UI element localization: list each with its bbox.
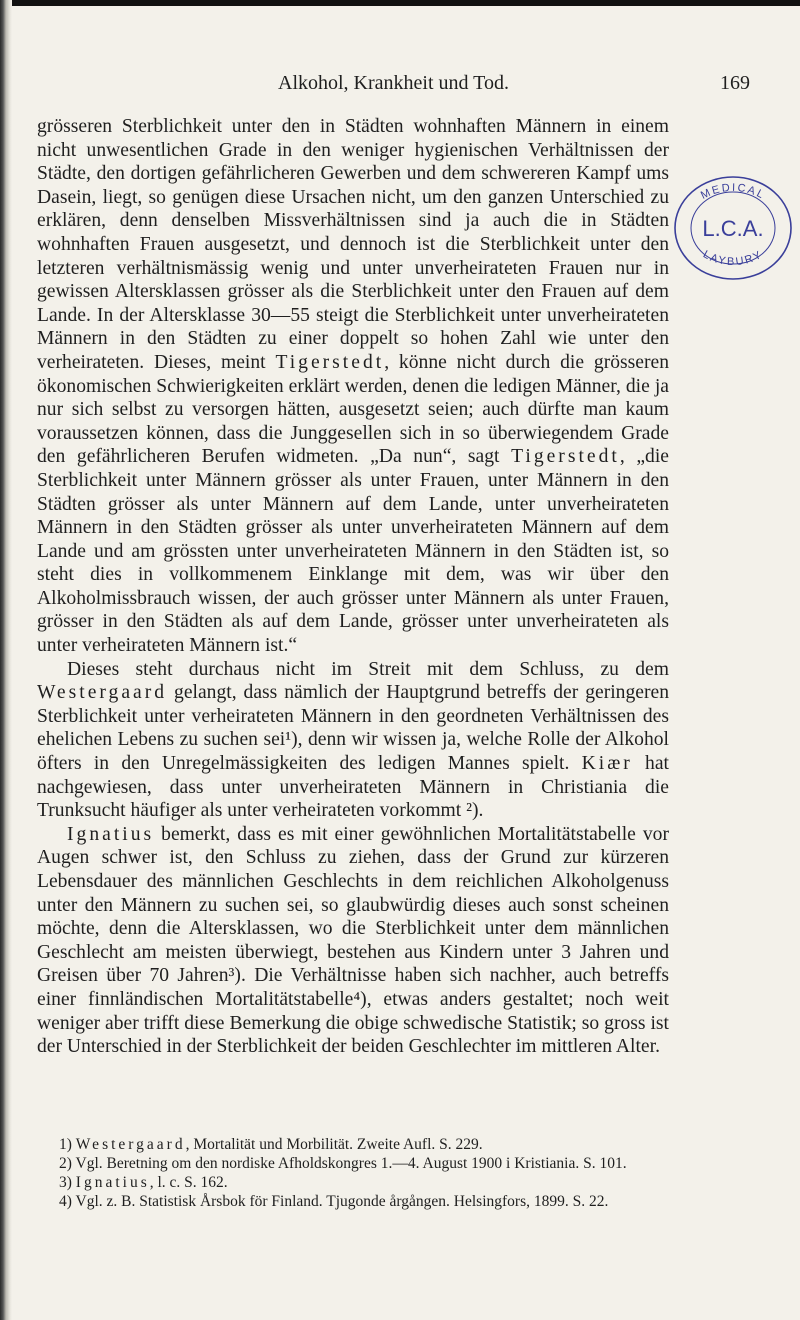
footnote-number: 4) bbox=[59, 1193, 76, 1210]
library-stamp-icon bbox=[668, 170, 796, 282]
running-title: Alkohol, Krankheit und Tod. bbox=[278, 72, 509, 94]
left-scan-edge bbox=[0, 0, 12, 1320]
text-run: , könne nicht durch die grösseren ökonomischen Schwierigkeiten erklärt werden, denen die ledigen Männer, die ja nur sich selbst zu versorgen hätten, ausgesetzt seien; auch dürfte man kaum voraussetzen können, dass die Junggesellen sich in so überwiegendem Grade den gefährlicheren Berufen widmeten. „Da nun“, sagt bbox=[37, 351, 669, 468]
author-name: Tigerstedt bbox=[275, 351, 385, 373]
author-name: Tigerstedt bbox=[511, 446, 620, 468]
footnote-number: 1) bbox=[59, 1136, 76, 1153]
top-scan-edge bbox=[0, 0, 800, 6]
footnote-text: Vgl. Beretning om den nordiske Afholdskongres 1.—4. August 1900 i Kristiania. S. 101. bbox=[75, 1155, 627, 1172]
stamp-bottom-text: LAYBURY bbox=[700, 248, 766, 269]
running-header bbox=[37, 72, 750, 98]
footnote-author: Ignatius bbox=[75, 1174, 150, 1191]
footnote bbox=[37, 1154, 737, 1173]
footnote-text: Vgl. z. B. Statistisk Årsbok för Finland. Tjugonde årgången. Helsingfors, 1899. S. 22. bbox=[75, 1193, 609, 1210]
footnote-text: , Mortalität und Morbilität. Zweite Aufl. S. 229. bbox=[185, 1136, 483, 1153]
body-text bbox=[37, 115, 669, 1059]
text-run: bemerkt, dass es mit einer gewöhnlichen Mortalitätstabelle vor Augen schwer ist, den Schluss zu ziehen, dass der Grund zur kürzeren Lebensdauer des männlichen Geschlechts in dem reichlichen Alkoholgenuss unter den Männern zu suchen sei, so glaubwürdig dieses auch sonst scheinen möchte, denn die Altersklassen, wo die Sterblichkeit unter dem männlichen Geschlecht am meisten überwiegt, bestehen aus Kindern unter 3 Jahren und Greisen über 70 Jahren³). Die Verhältnisse haben sich nachher, auch betreffs einer finnländischen Mortalitätstabelle⁴), etwas anders gestaltet; noch weit weniger aber trifft diese Bemerkung die obige schwedische Statistik; so gross ist der Unterschied in der Sterblichkeit der beiden Geschlechter im mittleren Alter. bbox=[37, 823, 669, 1058]
paragraph bbox=[37, 823, 669, 1059]
footnote bbox=[37, 1173, 737, 1192]
footnote-author: Westergaard bbox=[75, 1136, 186, 1153]
footnote-text: , l. c. S. 162. bbox=[149, 1174, 228, 1191]
author-name: Kiær bbox=[581, 753, 633, 775]
paragraph bbox=[37, 115, 669, 658]
svg-text:LAYBURY bbox=[701, 248, 765, 268]
author-name: Ignatius bbox=[67, 823, 155, 845]
text-run: , „die Sterblichkeit unter Männern grösser als unter Frauen, unter Männern in den Städten grösser als unter Männern auf dem Lande, unter unverheirateten Männern in den Städten grösser als unter unverheirateten Männern auf dem Lande und am grössten unter unverheirateten Männern in den Städten ist, so steht dies in vollkommenem Einklange mit dem, was wir über den Alkoholmissbrauch wissen, der auch grösser unter Männern als unter Frauen, grösser in den Städten als auf dem Lande, grösser unter unverheirateten als unter verheirateten Männern ist.“ bbox=[37, 446, 669, 657]
author-name: Westergaard bbox=[37, 682, 168, 704]
page-number: 169 bbox=[720, 72, 750, 94]
paragraph bbox=[37, 658, 669, 823]
stamp-center-text: L.C.A. bbox=[702, 216, 764, 241]
text-run: grösseren Sterblichkeit unter den in Städten wohnhaften Männern in einem nicht unwesentlichen Grade in den weniger hygienischen Verhältnissen der Städte, den dortigen gefährlicheren Gewerben und dem schwereren Kampf ums Dasein, liegt, so genügen diese Ursachen nicht, um den ganzen Unterschied zu erklären, denn denselben Missverhältnissen sind ja auch die in Städten wohnhaften Frauen ausgesetzt, und dennoch ist die Sterblichkeit unter den letzteren verhältnismässig wenig und unter unverheirateten Frauen nur in gewissen Altersklassen grösser als die Sterblichkeit unter den Frauen auf dem Lande. In der Altersklasse 30—55 steigt die Sterblichkeit unter unverheirateten Männern in den Städten zu einer doppelt so hohen Zahl wie unter den verheirateten. Dieses, meint bbox=[37, 116, 669, 373]
footnote-number: 2) bbox=[59, 1155, 76, 1172]
text-run: hat nachgewiesen, dass unter unverheirateten Männern in Christiania die Trunksucht häufiger als unter verheirateten vorkommt ²). bbox=[37, 753, 669, 822]
footnotes bbox=[37, 1135, 737, 1211]
footnote bbox=[37, 1135, 737, 1154]
svg-text:MEDICAL bbox=[699, 182, 767, 202]
text-run: gelangt, dass nämlich der Hauptgrund betreffs der geringeren Sterblichkeit unter verheirateten Männern in den geordneten Verhältnissen des ehelichen Lebens zu suchen sei¹), denn wir wissen ja, welche Rolle der Alkohol öfters in den Unregelmässigkeiten des ledigen Mannes spielt. bbox=[37, 682, 669, 775]
footnote bbox=[37, 1192, 737, 1211]
footnote-number: 3) bbox=[59, 1174, 76, 1191]
text-run: Dieses steht durchaus nicht im Streit mit dem Schluss, zu dem bbox=[67, 658, 669, 680]
stamp-top-text: MEDICAL bbox=[698, 181, 768, 202]
